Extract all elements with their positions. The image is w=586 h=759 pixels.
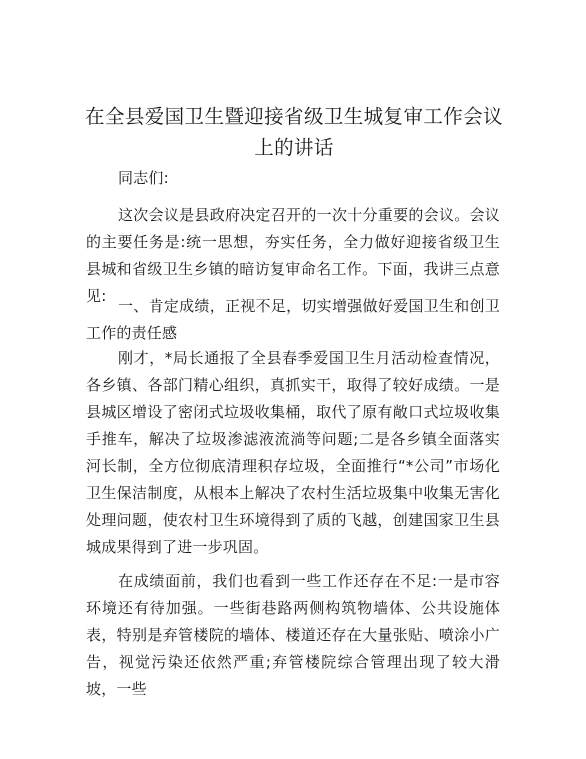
paragraph-shortcomings: 在成绩面前，我们也看到一些工作还存在不足:一是市容环境还有待加强。一些街巷路两侧构筑物墙体、公共设施体表，特别是弃管楼院的墙体、楼道还存在大量张贴、喷涂小广告，视觉污染还依然严重;弃管楼院综合管理出现了较大滑坡，一些	[86, 572, 500, 698]
paragraph-achievements: 刚才，*局长通报了全县春季爱国卫生月活动检查情况，各乡镇、各部门精心组织，真抓实干，取得了较好成绩。一是县城区增设了密闭式垃圾收集桶，取代了原有敞口式垃圾收集手推车，解决了垃圾渗滤液流淌等问题;二是各乡镇全面落实河长制，全方位彻底清理积存垃圾，全面推行“*公司”市场化卫生保洁制度，从根本上解决了农村生活垃圾集中收集无害化处理问题，使农村卫生环境得到了质的飞越，创建国家卫生县城成果得到了进一步巩固。	[86, 349, 500, 556]
section-heading-1: 一、肯定成绩，正视不足，切实增强做好爱国卫生和创卫工作的责任感	[86, 297, 500, 342]
greeting: 同志们:	[118, 169, 169, 187]
document-title: 在全县爱国卫生暨迎接省级卫生城复审工作会议上的讲话	[85, 105, 503, 159]
paragraph-intro: 这次会议是县政府决定召开的一次十分重要的会议。会议的主要任务是:统一思想，夯实任务，全力做好迎接省级卫生县城和省级卫生乡镇的暗访复审命名工作。下面，我讲三点意见:	[86, 206, 500, 305]
